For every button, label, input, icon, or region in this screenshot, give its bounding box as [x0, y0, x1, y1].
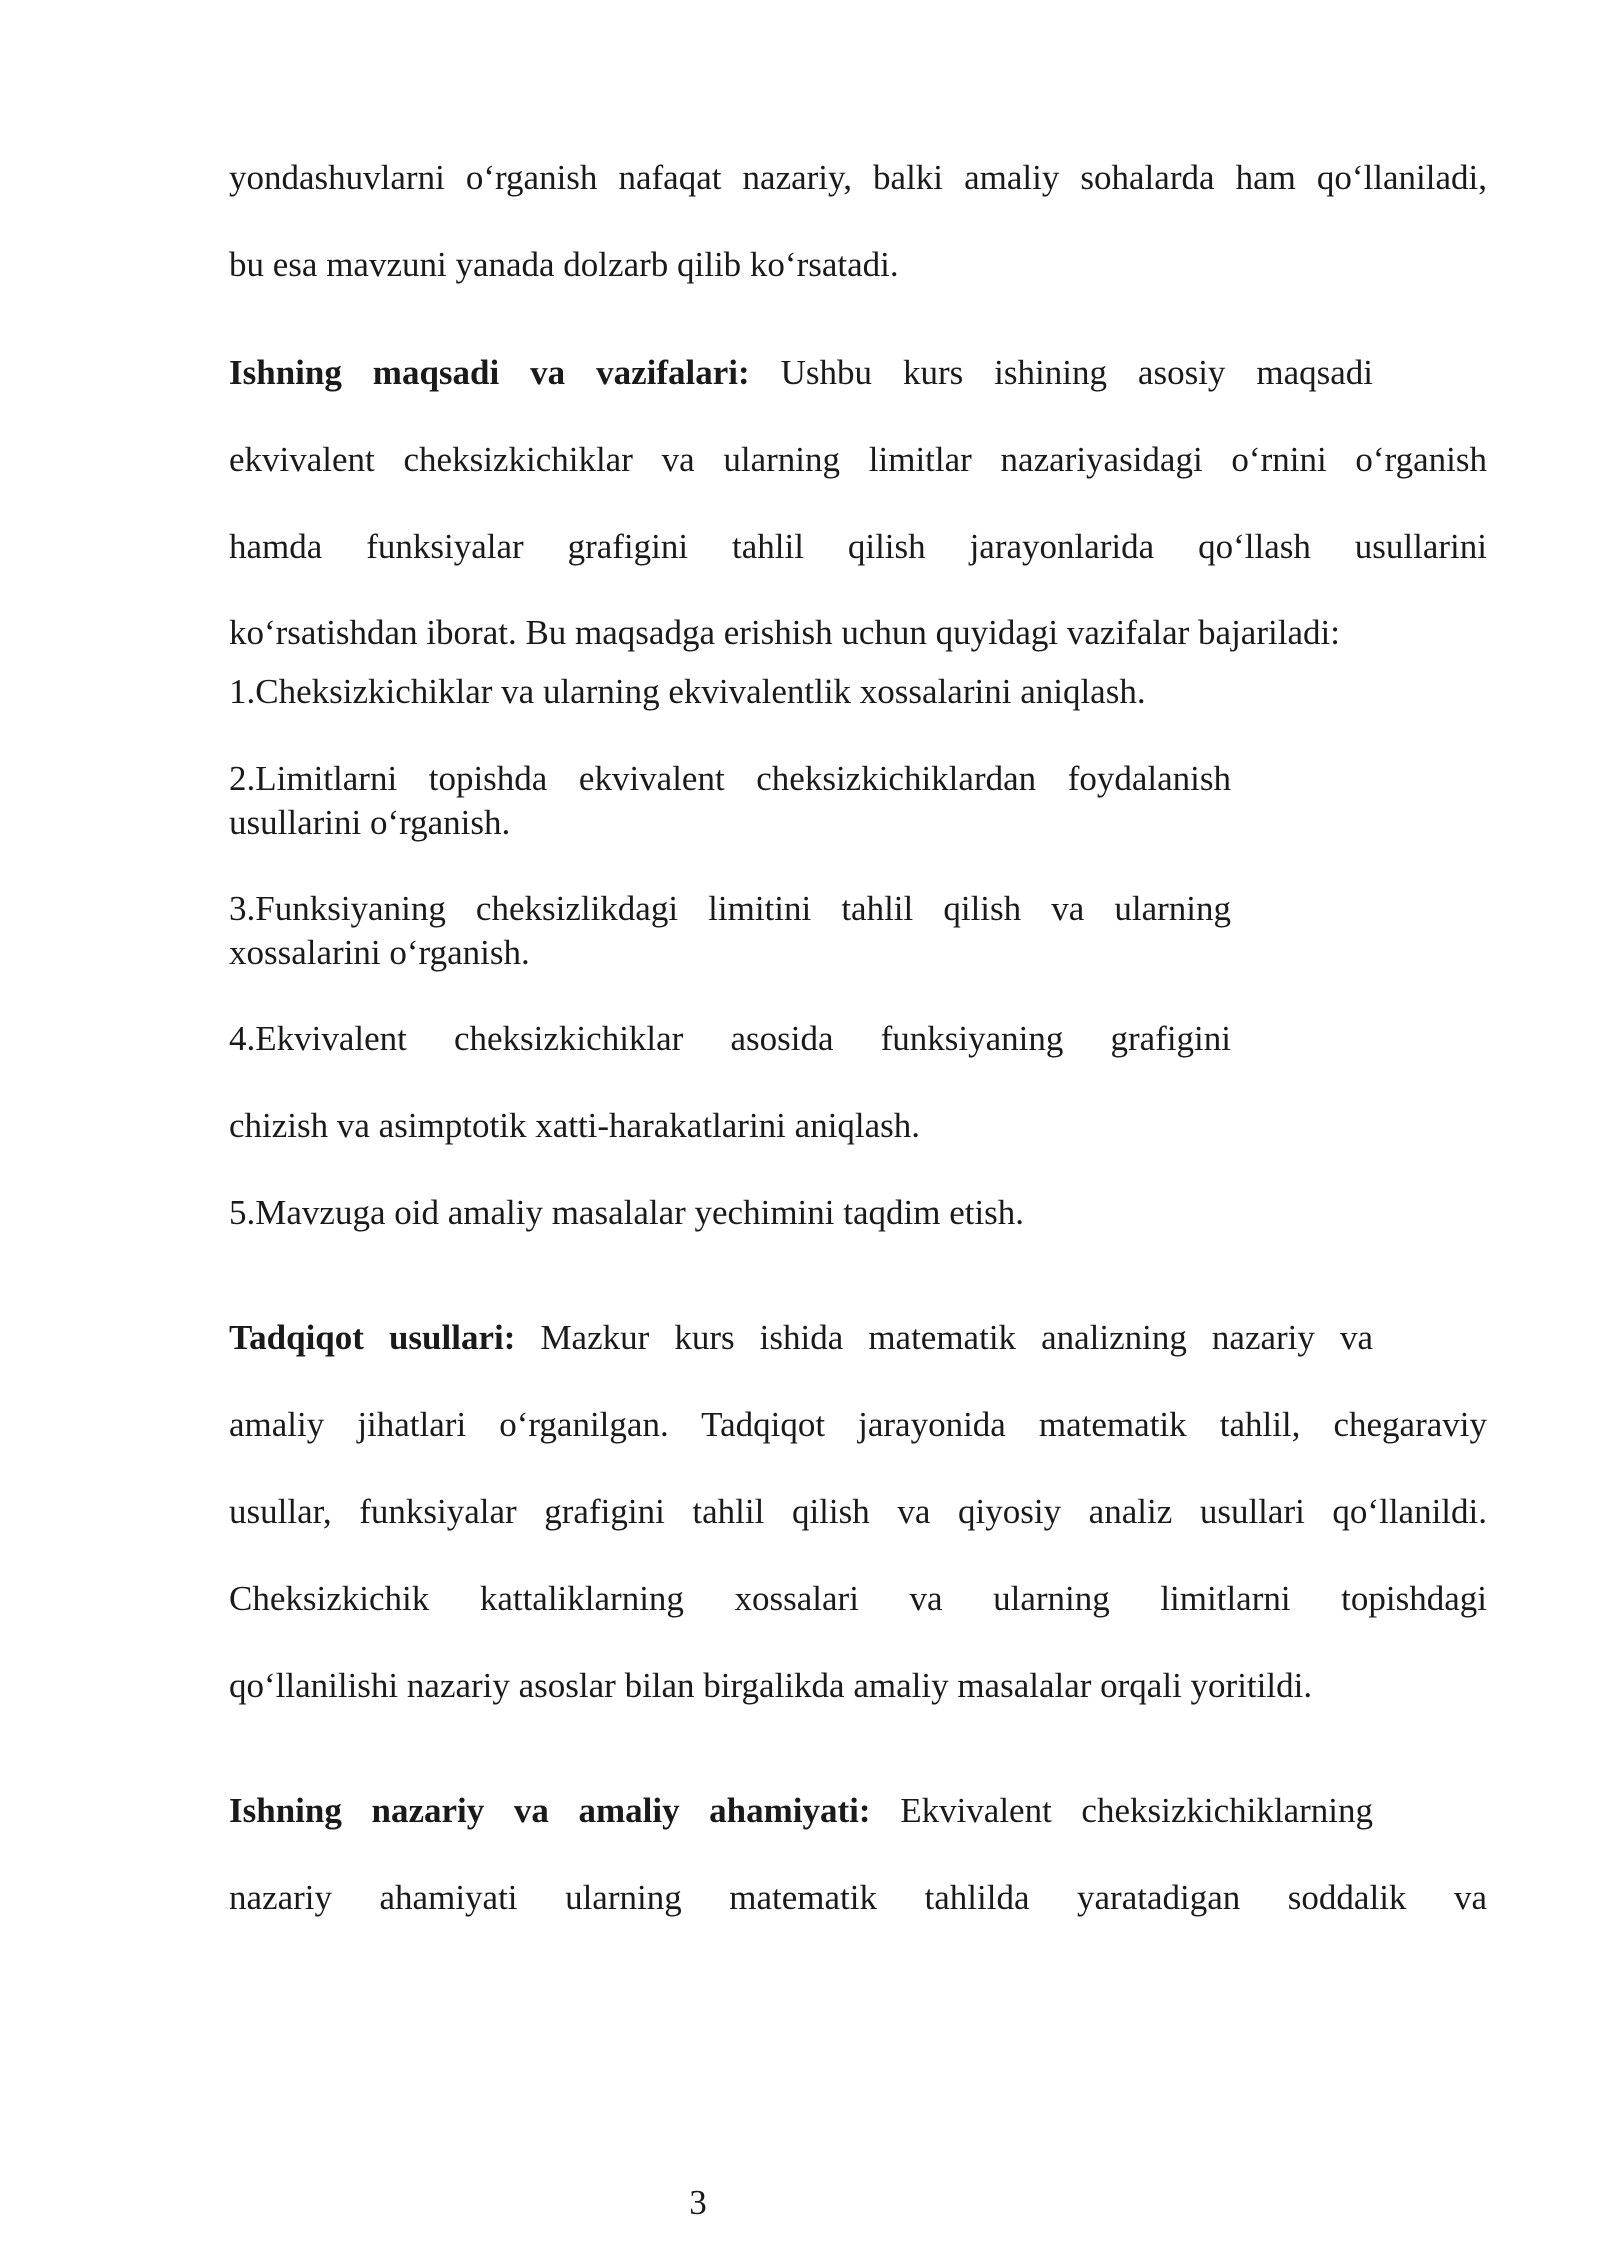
methods-line-3: usullar, funksiyalar grafigini tahlil qilish va qiyosiy analiz usullari qo‘llanildi. — [229, 1492, 1487, 1531]
methods-line-1 — [229, 1316, 1373, 1360]
methods-line-2: amaliy jihatlari o‘rganilgan. Tadqiqot jarayonida matematik tahlil, chegaraviy — [229, 1405, 1487, 1444]
intro-line-1: yondashuvlarni o‘rganish nafaqat nazariy, balki amaliy sohalarda ham qo‘llaniladi, — [229, 158, 1487, 197]
methods-heading: Tadqiqot usullari: — [229, 1318, 516, 1357]
page-number: 3 — [689, 2183, 707, 2222]
significance-line-1 — [229, 1789, 1373, 1833]
methods-line-4: Cheksizkichik kattaliklarning xossalari va ularning limitlarni topishdagi — [229, 1579, 1487, 1618]
goals-heading: Ishning maqsadi va vazifalari: — [229, 353, 750, 392]
goals-line-1 — [229, 351, 1373, 395]
task-item-2-line-2: usullarini o‘rganish. — [229, 803, 511, 842]
goals-line-2: ekvivalent cheksizkichiklar va ularning limitlar nazariyasidagi o‘rnini o‘rganish — [229, 440, 1487, 479]
goals-line-1-text: Ushbu kurs ishining asosiy maqsadi — [780, 353, 1373, 392]
intro-line-2: bu esa mavzuni yanada dolzarb qilib ko‘rsatadi. — [229, 245, 899, 284]
task-item-3-line-1: 3.Funksiyaning cheksizlikdagi limitini tahlil qilish va ularning — [229, 889, 1231, 928]
methods-line-1-text: Mazkur kurs ishida matematik analizning nazariy va — [540, 1318, 1373, 1357]
significance-heading: Ishning nazariy va amaliy ahamiyati: — [229, 1791, 871, 1830]
task-item-4-line-1: 4.Ekvivalent cheksizkichiklar asosida funksiyaning grafigini — [229, 1019, 1231, 1058]
significance-line-1-text: Ekvivalent cheksizkichiklarning — [900, 1791, 1373, 1830]
methods-line-5: qo‘llanilishi nazariy asoslar bilan birgalikda amaliy masalalar orqali yoritildi. — [229, 1666, 1313, 1705]
goals-line-4: ko‘rsatishdan iborat. Bu maqsadga erishish uchun quyidagi vazifalar bajariladi: — [229, 613, 1340, 652]
task-item-5: 5.Mavzuga oid amaliy masalalar yechimini taqdim etish. — [229, 1193, 1025, 1232]
task-item-1: 1.Cheksizkichiklar va ularning ekvivalentlik xossalarini aniqlash. — [229, 672, 1146, 711]
goals-line-3: hamda funksiyalar grafigini tahlil qilish jarayonlarida qo‘llash usullarini — [229, 527, 1487, 566]
task-item-3-line-2: xossalarini o‘rganish. — [229, 933, 530, 972]
significance-line-2: nazariy ahamiyati ularning matematik tahlilda yaratadigan soddalik va — [229, 1878, 1487, 1917]
task-item-4-line-2: chizish va asimptotik xatti-harakatlarini aniqlash. — [229, 1106, 921, 1145]
task-item-2-line-1: 2.Limitlarni topishda ekvivalent cheksizkichiklardan foydalanish — [229, 759, 1231, 798]
